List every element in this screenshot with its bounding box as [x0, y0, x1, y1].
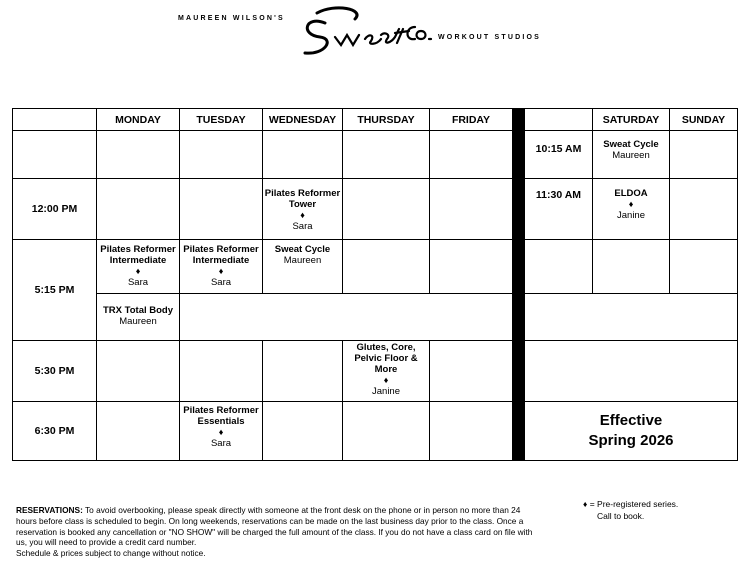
class-instructor: Janine: [617, 210, 645, 221]
time-1015am: 10:15 AM: [525, 131, 593, 179]
slot: [343, 179, 430, 240]
day-monday: MONDAY: [97, 109, 180, 131]
slot: [343, 240, 430, 294]
time-empty: [13, 131, 97, 179]
class-instructor: Maureen: [119, 316, 157, 327]
brand-tagline: WORKOUT STUDIOS: [438, 34, 541, 41]
series-diamond-icon: ♦: [300, 210, 305, 220]
slot: [525, 240, 593, 294]
slot: [180, 131, 263, 179]
class-sat-1130: [593, 179, 670, 240]
class-name: Pilates Reformer Tower: [264, 188, 341, 210]
legend-line-2: Call to book.: [597, 510, 645, 521]
class-name: Sweat Cycle: [274, 244, 331, 255]
time-530pm: 5:30 PM: [13, 341, 97, 402]
legend: [583, 499, 678, 522]
time-1200pm: 12:00 PM: [13, 179, 97, 240]
series-diamond-icon: ♦: [628, 199, 634, 209]
slot: [263, 131, 343, 179]
reservations-label: RESERVATIONS:: [16, 505, 83, 515]
header: [0, 0, 750, 70]
class-name: Sweat Cycle: [603, 139, 659, 150]
slot: [263, 402, 343, 460]
class-wed-1200: [263, 179, 343, 240]
day-tuesday: TUESDAY: [180, 109, 263, 131]
class-tue-515: [180, 240, 263, 294]
slot: [180, 341, 263, 402]
series-diamond-icon: ♦: [218, 427, 224, 437]
slot: [670, 179, 737, 240]
series-diamond-icon: ♦: [135, 266, 141, 276]
day-thursday: THURSDAY: [343, 109, 430, 131]
slot: [263, 341, 343, 402]
day-friday: FRIDAY: [430, 109, 513, 131]
day-saturday: SATURDAY: [593, 109, 670, 131]
slot: [430, 341, 513, 402]
class-name: Glutes, Core, Pelvic Floor & More: [354, 342, 418, 375]
class-sat-1015: [593, 131, 670, 179]
time-515pm: 5:15 PM: [13, 240, 97, 341]
weekday-weekend-divider: [513, 109, 525, 460]
class-name: TRX Total Body: [102, 305, 174, 316]
class-name: Pilates Reformer Essentials: [183, 405, 259, 427]
slot: [670, 240, 737, 294]
slot: [343, 402, 430, 460]
slot: [97, 179, 180, 240]
slot-merged: [525, 341, 737, 402]
slot: [97, 131, 180, 179]
slot: [430, 131, 513, 179]
slot: [670, 131, 737, 179]
class-instructor: Sara: [292, 221, 313, 232]
class-instructor: Maureen: [612, 150, 650, 161]
class-name: Pilates Reformer Intermediate: [183, 244, 259, 266]
reservations-note: [16, 505, 536, 559]
day-wednesday: WEDNESDAY: [263, 109, 343, 131]
effective-date: [525, 402, 737, 460]
sweat-co-logo: [295, 5, 443, 65]
legend-line-1: ♦ = Pre-registered series.: [583, 499, 679, 509]
slot: [180, 179, 263, 240]
class-instructor: Maureen: [283, 255, 322, 266]
slot: [430, 402, 513, 460]
slot: [97, 402, 180, 460]
slot-merged: [525, 294, 737, 341]
class-tue-630: [180, 402, 263, 460]
effective-line-2: Spring 2026: [588, 432, 674, 449]
time-1130am: 11:30 AM: [525, 179, 593, 240]
slot: [593, 240, 670, 294]
class-instructor: Sara: [210, 438, 232, 449]
class-wed-515: [263, 240, 343, 294]
class-instructor: Sara: [127, 277, 149, 288]
weekend-corner: [525, 109, 593, 131]
brand-name: MAUREEN WILSON'S: [178, 15, 285, 22]
slot: [97, 341, 180, 402]
slot: [343, 131, 430, 179]
schedule-disclaimer: Schedule & prices subject to change without notice.: [16, 548, 206, 559]
time-630pm: 6:30 PM: [13, 402, 97, 460]
series-diamond-icon: ♦: [383, 375, 389, 385]
reservations-text: To avoid overbooking, please speak directly with someone at the front desk on the phone or in person no more than 24 hours before class is scheduled to begin. On long weekends, reservations can be made on the last business day prior to the class. Once a reservation is booked any cancellation or "NO SHOW" will be charged the full amount of the class. If you do not have a class card on file with us, you will need to provide a credit card number.: [16, 505, 533, 548]
corner-cell: [13, 109, 97, 131]
slot-merged: [180, 294, 513, 341]
class-instructor: Janine: [372, 386, 400, 397]
slot: [430, 179, 513, 240]
class-thu-530: [343, 341, 430, 402]
effective-line-1: Effective: [599, 412, 663, 429]
series-diamond-icon: ♦: [218, 266, 224, 276]
slot: [430, 240, 513, 294]
class-name: ELDOA: [614, 188, 648, 199]
class-mon-515: [97, 240, 180, 294]
class-instructor: Sara: [210, 277, 232, 288]
schedule-grid: [12, 108, 738, 461]
class-name: Pilates Reformer Intermediate: [100, 244, 176, 266]
day-sunday: SUNDAY: [670, 109, 737, 131]
class-mon-515-trx: [97, 294, 180, 341]
